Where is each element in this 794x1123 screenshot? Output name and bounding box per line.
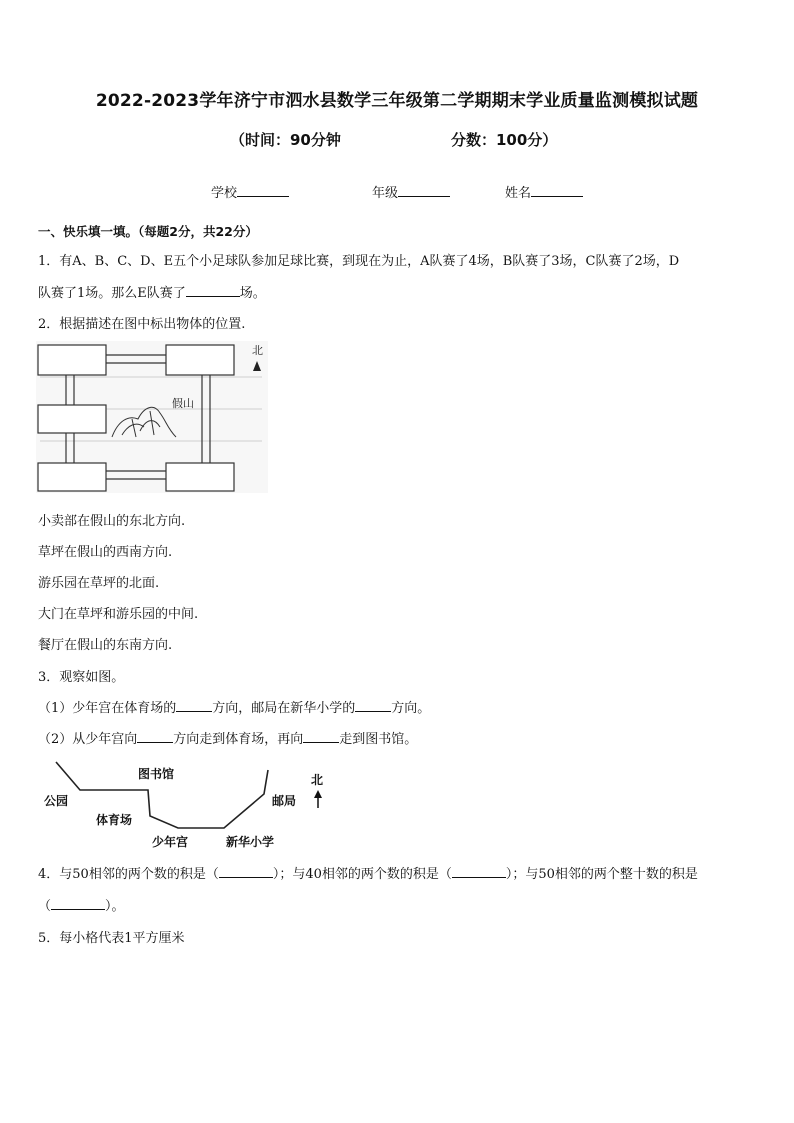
school-field[interactable] <box>211 182 289 201</box>
q5-text: 5．每小格代表1平方厘米 <box>38 931 185 946</box>
map-box-bottom-right <box>166 463 234 491</box>
map-box-top-right <box>166 345 234 375</box>
q4-blank-1[interactable] <box>219 865 273 878</box>
q3-s2-text-b: 方向走到体育场，再向 <box>173 732 304 747</box>
exam-score: 分数：100分） <box>451 131 558 149</box>
q3-s1-text-a: （1）少年宫在体育场的 <box>38 701 177 716</box>
q2-desc-5: 餐厅在假山的东南方向. <box>38 638 173 653</box>
post-office-label: 邮局 <box>272 794 297 808</box>
grade-field[interactable] <box>372 182 450 201</box>
q4-line1 <box>38 863 698 882</box>
grade-blank[interactable] <box>398 184 450 197</box>
hill-label: 假山 <box>172 397 194 410</box>
q3-s2-blank-1[interactable] <box>137 730 173 743</box>
q3-s2-text-a: （2）从少年宫向 <box>38 732 138 747</box>
q2-desc-4: 大门在草坪和游乐园的中间. <box>38 607 199 622</box>
q3-sub2 <box>38 728 417 747</box>
q3-s1-text-b: 方向，邮局在新华小学的 <box>212 701 356 716</box>
youth-palace-label: 少年宫 <box>152 835 189 849</box>
q4-text-b: ）；与40相邻的两个数的积是（ <box>272 867 452 882</box>
map-box-middle-left <box>38 405 106 433</box>
exam-time: （时间：90分钟 <box>230 131 341 149</box>
grade-label: 年级 <box>372 186 399 201</box>
q3-s1-blank-2[interactable] <box>355 699 391 712</box>
q3-s2-text-c: 走到图书馆。 <box>339 732 418 747</box>
map-box-top-left <box>38 345 106 375</box>
q4-text-e: ）。 <box>105 899 125 914</box>
park-map-figure <box>36 341 268 493</box>
name-field[interactable] <box>505 182 583 201</box>
stadium-label: 体育场 <box>96 813 133 827</box>
school-label: 学校 <box>211 186 238 201</box>
map-box-bottom-left <box>38 463 106 491</box>
park-label: 公园 <box>44 794 69 808</box>
school-label-map: 新华小学 <box>226 835 275 849</box>
map-north-label: 北 <box>311 773 324 787</box>
q4-line2 <box>38 895 125 914</box>
q1-text-a: 队赛了1场。那么E队赛了 <box>38 286 186 301</box>
q4-text-a: 4．与50相邻的两个数的积是（ <box>38 867 219 882</box>
north-arrow-icon <box>314 790 322 798</box>
name-label: 姓名 <box>505 186 532 201</box>
page-title: 2022-2023学年济宁市泗水县数学三年级第二学期期末学业质量监测模拟试题 <box>95 91 699 111</box>
q2-text: 2．根据描述在图中标出物体的位置. <box>38 317 246 332</box>
library-label: 图书馆 <box>138 767 175 781</box>
q1-line2 <box>38 282 266 301</box>
q1-answer-blank[interactable] <box>186 284 240 297</box>
q2-desc-2: 草坪在假山的西南方向. <box>38 545 173 560</box>
q3-sub1 <box>38 697 430 716</box>
q4-text-d: （ <box>38 899 52 914</box>
q1-line1: 1．有A、B、C、D、E五个小足球队参加足球比赛，到现在为止，A队赛了4场，B队赛了3场，C队赛了2场，D <box>38 254 680 269</box>
q3-s1-blank-1[interactable] <box>176 699 212 712</box>
q3-text: 3．观察如图。 <box>38 670 125 685</box>
q1-text-b: 场。 <box>239 286 266 301</box>
q4-text-c: ）；与50相邻的两个整十数的积是 <box>505 867 698 882</box>
q4-blank-3[interactable] <box>51 897 105 910</box>
q3-s2-blank-2[interactable] <box>303 730 339 743</box>
q4-blank-2[interactable] <box>452 865 506 878</box>
section-heading: 一、快乐填一填。（每题2分，共22分） <box>38 224 258 239</box>
north-label: 北 <box>252 344 263 357</box>
name-blank[interactable] <box>531 184 583 197</box>
route-map-figure <box>38 758 338 850</box>
q2-desc-3: 游乐园在草坪的北面. <box>38 576 160 591</box>
q2-desc-1: 小卖部在假山的东北方向. <box>38 514 186 529</box>
q3-s1-text-c: 方向。 <box>391 701 431 716</box>
school-blank[interactable] <box>237 184 289 197</box>
